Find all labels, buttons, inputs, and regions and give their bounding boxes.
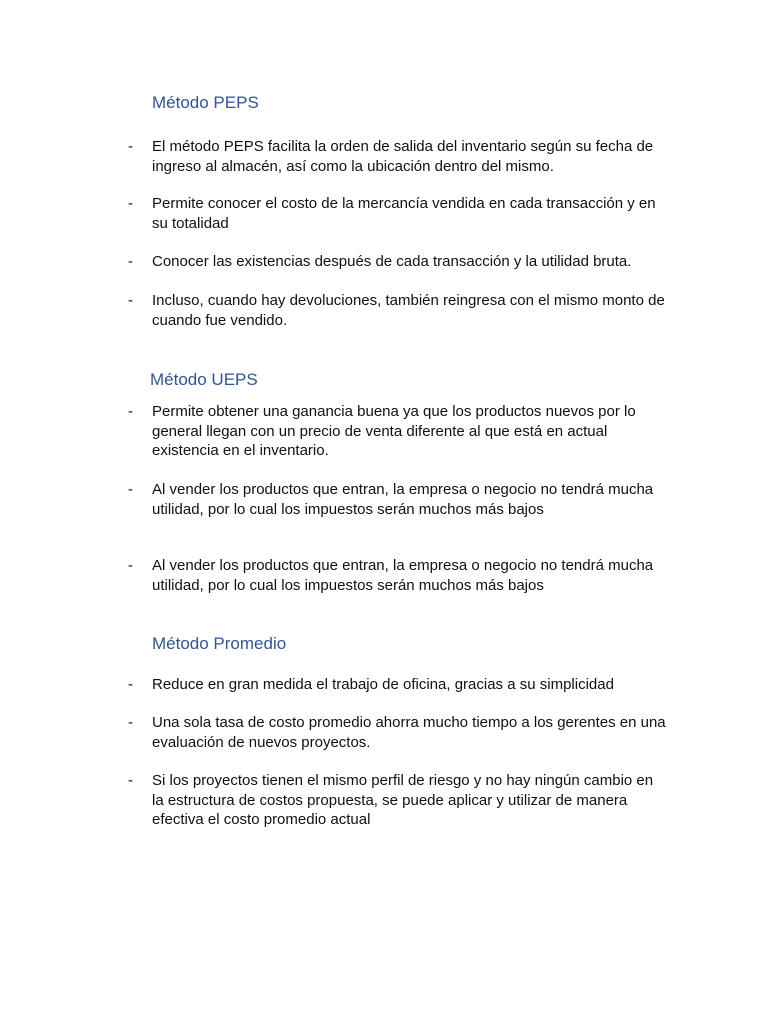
list-item [128, 675, 668, 695]
section-title-promedio: Método Promedio [152, 634, 287, 653]
section-title-ueps: Método UEPS [150, 370, 258, 389]
list-item-text: Si los proyectos tienen el mismo perfil de riesgo y no hay ningún cambio en la estructura de costos propuesta, se puede aplicar y utilizar de manera efectiva el costo promedio actual [152, 772, 654, 828]
list-item [128, 291, 668, 330]
list-item-text: Una sola tasa de costo promedio ahorra mucho tiempo a los gerentes en una evaluación de nuevos proyectos. [152, 714, 666, 751]
bullet-dash: - [128, 676, 133, 693]
bullet-dash: - [128, 292, 133, 309]
list-item-text: Conocer las existencias después de cada transacción y la utilidad bruta. [152, 253, 632, 270]
list-item [128, 137, 668, 176]
bullet-dash: - [128, 557, 133, 574]
bullet-dash: - [128, 195, 133, 212]
list-item [128, 771, 668, 830]
list-item-text: Incluso, cuando hay devoluciones, también reingresa con el mismo monto de cuando fue vendido. [152, 292, 665, 329]
list-item [128, 713, 668, 752]
list-item-text: El método PEPS facilita la orden de salida del inventario según su fecha de ingreso al almacén, así como la ubicación dentro del mismo. [152, 138, 654, 175]
section-title-peps: Método PEPS [152, 93, 259, 112]
list-item [128, 252, 668, 272]
list-item-text: Al vender los productos que entran, la empresa o negocio no tendrá mucha utilidad, por lo cual los impuestos serán muchos más bajos [152, 481, 654, 518]
bullet-dash: - [128, 138, 133, 155]
bullet-dash: - [128, 714, 133, 731]
list-item [128, 402, 668, 461]
list-item-text: Permite conocer el costo de la mercancía vendida en cada transacción y en su totalidad [152, 195, 656, 232]
bullet-dash: - [128, 772, 133, 789]
bullet-dash: - [128, 253, 133, 270]
list-item [128, 556, 668, 595]
list-item-text: Permite obtener una ganancia buena ya que los productos nuevos por lo general llegan con un precio de venta diferente al que está en actual existencia en el inventario. [152, 403, 636, 459]
list-item [128, 194, 668, 233]
bullet-dash: - [128, 403, 133, 420]
list-item-text: Reduce en gran medida el trabajo de oficina, gracias a su simplicidad [152, 676, 614, 693]
list-item-text: Al vender los productos que entran, la empresa o negocio no tendrá mucha utilidad, por lo cual los impuestos serán muchos más bajos [152, 557, 654, 594]
bullet-dash: - [128, 481, 133, 498]
list-item [128, 480, 668, 519]
